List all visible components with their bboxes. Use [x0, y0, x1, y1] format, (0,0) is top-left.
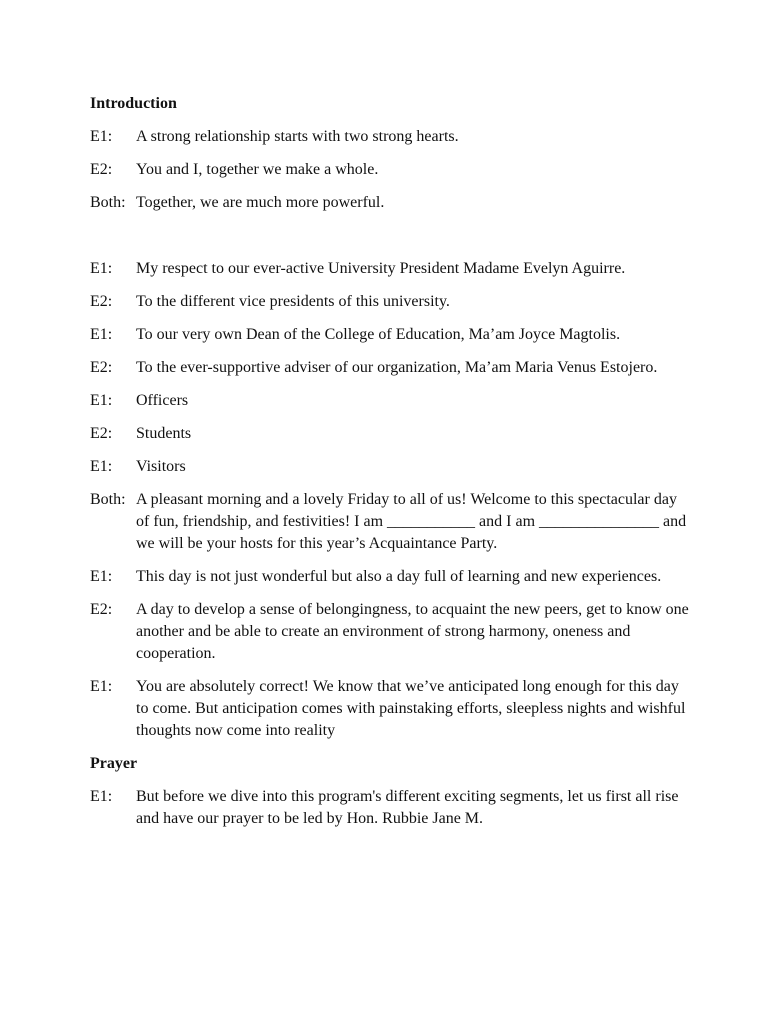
script-line: [90, 258, 690, 280]
line-text: Officers: [136, 392, 189, 409]
speaker-label: E2:: [90, 161, 113, 178]
script-line: [90, 126, 690, 148]
script-line: [90, 676, 690, 742]
line-text: Together, we are much more powerful.: [136, 194, 385, 211]
script-line: [90, 192, 690, 214]
prayer-heading: Prayer: [90, 755, 138, 772]
script-line: [90, 390, 690, 412]
script-line: [90, 786, 690, 830]
line-text: A day to develop a sense of belongingness, to acquaint the new peers, get to know one another and be able to create an environment of strong harmony, oneness and cooperation.: [136, 601, 689, 662]
speaker-label: E1:: [90, 128, 113, 145]
line-text: A strong relationship starts with two strong hearts.: [136, 128, 459, 145]
speaker-label: E1:: [90, 568, 113, 585]
speaker-label: E1:: [90, 458, 113, 475]
line-text: This day is not just wonderful but also a day full of learning and new experiences.: [136, 568, 662, 585]
line-text: To our very own Dean of the College of Education, Ma’am Joyce Magtolis.: [136, 326, 621, 343]
script-line: [90, 357, 690, 379]
line-text: You and I, together we make a whole.: [136, 161, 379, 178]
introduction-heading: Introduction: [90, 95, 177, 112]
script-line: [90, 159, 690, 181]
line-text: Students: [136, 425, 192, 442]
speaker-label: E1:: [90, 788, 113, 805]
script-line: [90, 423, 690, 445]
script-line: [90, 489, 690, 555]
speaker-label: E1:: [90, 260, 113, 277]
line-text: But before we dive into this program's different exciting segments, let us first all rise and have our prayer to be led by Hon. Rubbie Jane M.: [136, 788, 679, 827]
speaker-label: E1:: [90, 392, 113, 409]
speaker-label: Both:: [90, 491, 126, 508]
script-line: [90, 324, 690, 346]
document-page: [90, 93, 690, 830]
line-text: A pleasant morning and a lovely Friday to all of us! Welcome to this spectacular day of fun, friendship, and festivities! I am ___________ and I am _______________ and we will be your hosts for this year’s Acquaintance Party.: [136, 491, 687, 552]
speaker-label: E2:: [90, 601, 113, 618]
line-text: My respect to our ever-active University President Madame Evelyn Aguirre.: [136, 260, 626, 277]
line-text: To the different vice presidents of this university.: [136, 293, 450, 310]
speaker-label: E1:: [90, 326, 113, 343]
speaker-label: E2:: [90, 359, 113, 376]
line-text: To the ever-supportive adviser of our organization, Ma’am Maria Venus Estojero.: [136, 359, 658, 376]
line-text: You are absolutely correct! We know that we’ve anticipated long enough for this day to come. But anticipation comes with painstaking efforts, sleepless nights and wishful thoughts now come into reality: [136, 678, 686, 739]
speaker-label: E1:: [90, 678, 113, 695]
line-text: Visitors: [136, 458, 186, 475]
script-line: [90, 566, 690, 588]
script-line: [90, 456, 690, 478]
speaker-label: E2:: [90, 293, 113, 310]
speaker-label: E2:: [90, 425, 113, 442]
script-line: [90, 599, 690, 665]
speaker-label: Both:: [90, 194, 126, 211]
script-line: [90, 291, 690, 313]
